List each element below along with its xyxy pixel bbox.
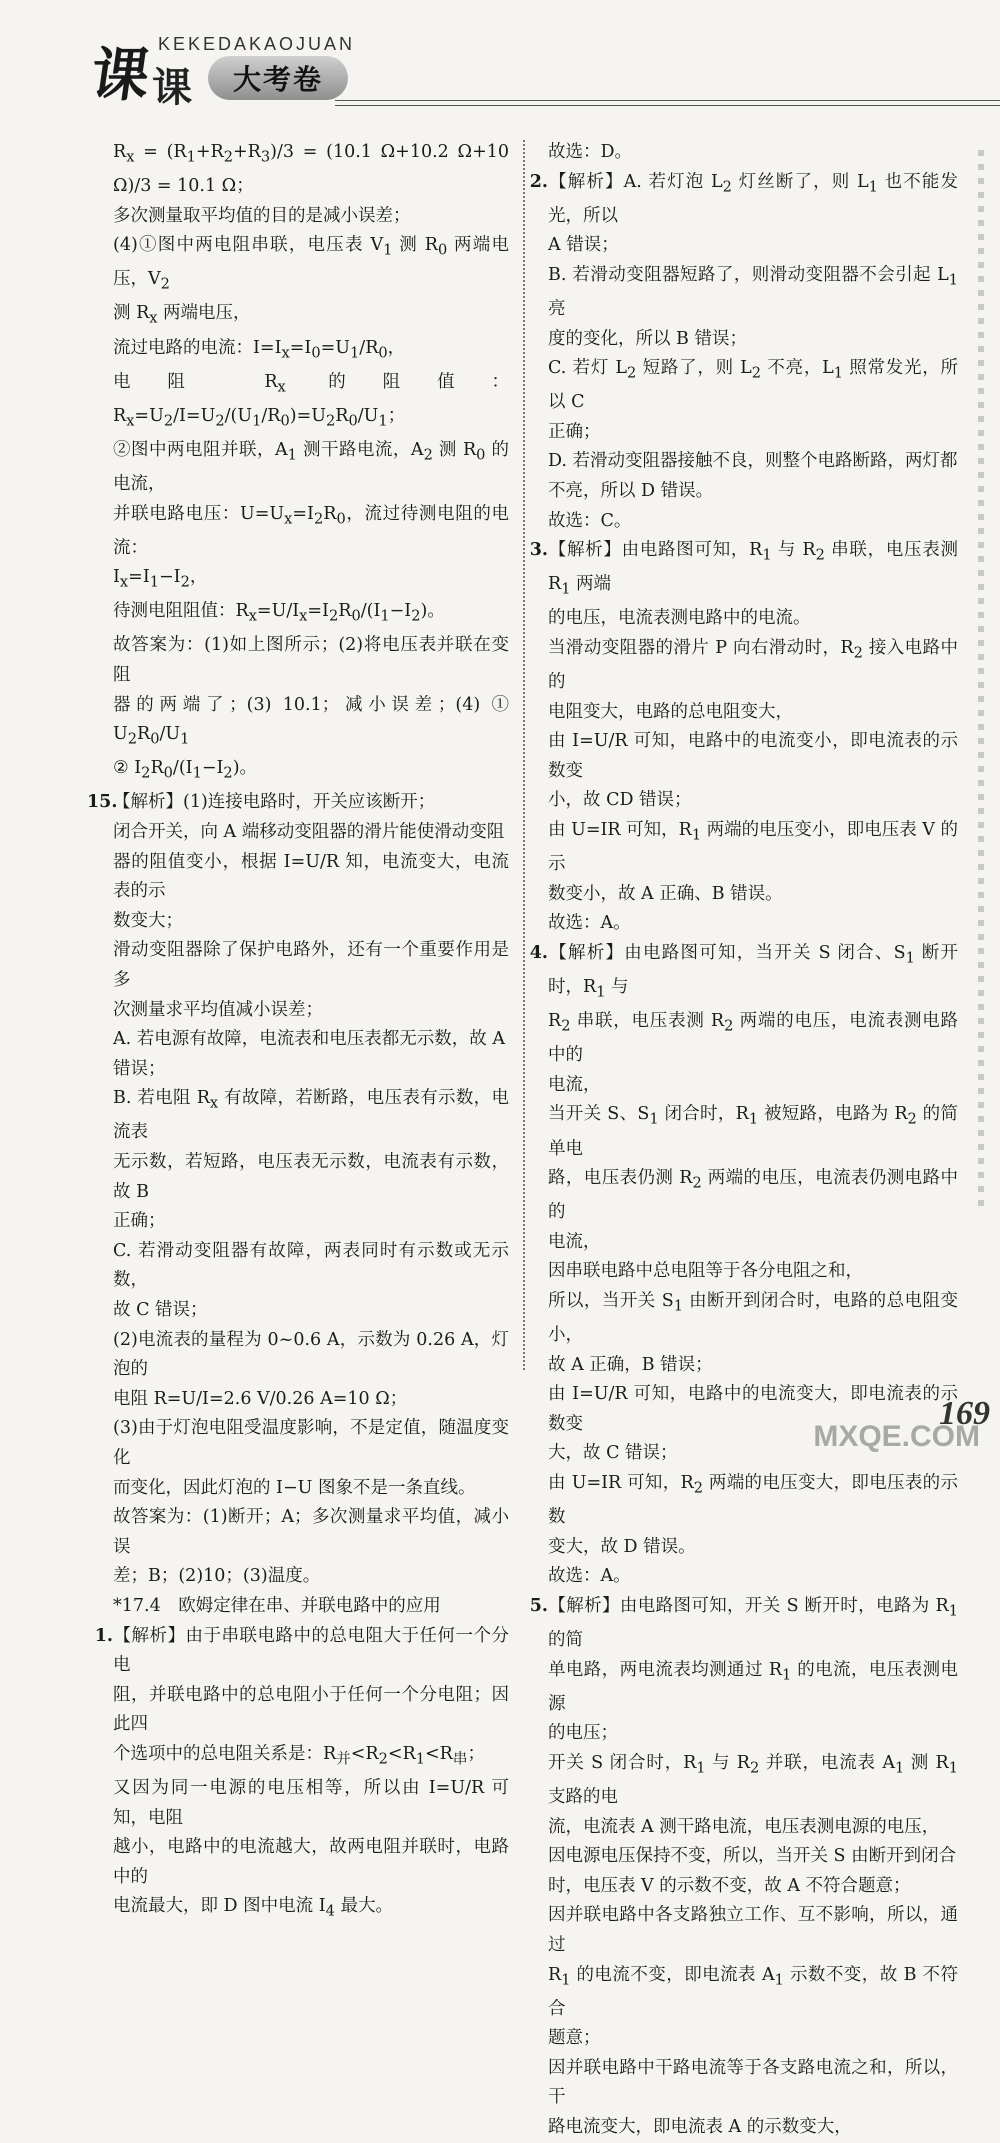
right-line: 大，故 C 错误；: [548, 1443, 678, 1464]
right-line: 数变小，故 A 正确、B 错误。: [548, 883, 783, 904]
left-column: [87, 138, 509, 1926]
right-line: 所以，当开关 $S_1$ 由断开到闭合时，电路的总电阻变小，: [548, 1290, 958, 1346]
left-line: 阻，并联电路中的总电阻小于任何一个分电阻；因此四: [113, 1684, 509, 1735]
right-line: 路，电压表仍测 $R_2$ 两端的电压，电流表仍测电路中的: [548, 1168, 958, 1223]
left-line: *17.4 欧姆定律在串、并联电路中的应用: [113, 1595, 441, 1616]
right-line: 故 A 正确，B 错误；: [548, 1354, 713, 1375]
left-line: 待测电阻阻值：$R_x=U/I_x=I_2R_0/(I_1-I_2)$。: [113, 601, 445, 625]
right-line: 由 I=U/R 可知，电路中的电流变小，即电流表的示数变: [548, 731, 958, 781]
right-line: 因并联电路中各支路独立工作、互不影响，所以，通过: [548, 1905, 958, 1955]
right-line: 由 U=IR 可知，$R_2$ 两端的电压变大，即电压表的示数: [548, 1473, 959, 1528]
right-line: C. 若灯 $L_2$ 短路了，则 $L_2$ 不亮，$L_1$ 照常发光，所以 C: [548, 358, 959, 413]
right-line: 流，电流表 A 测干路电流，电压表测电源的电压，: [548, 1816, 940, 1837]
right-column: [529, 138, 959, 2143]
right-line: 4.【解析】由电路图可知，当开关 S 闭合、$S_1$ 断开时，$R_1$ 与: [529, 942, 958, 1001]
left-line: C. 若滑动变阻器有故障，两表同时有示数或无示数，: [113, 1240, 509, 1291]
left-line: ②图中两电阻并联，$A_1$ 测干路电流，$A_2$ 测 $R_0$ 的电流，: [113, 439, 509, 494]
left-line: 故 C 错误；: [113, 1299, 208, 1320]
right-line: $R_2$ 串联，电压表测 $R_2$ 两端的电压，电流表测电路中的: [548, 1011, 958, 1066]
right-line: 由 I=U/R 可知，电路中的电流变大，即电流表的示数变: [548, 1384, 958, 1434]
left-line: 错误；: [113, 1058, 166, 1079]
left-line: 数变大；: [113, 910, 183, 931]
right-line: D. 若滑动变阻器接触不良，则整个电路断路，两灯都: [548, 451, 958, 472]
left-line: 并联电路电压：$U=U_x=I_2R_0$，流过待测电阻的电流：: [113, 503, 509, 558]
right-line: 3.【解析】由电路图可知，$R_1$ 与 $R_2$ 串联，电压表测 $R_1$ 两端: [529, 540, 958, 598]
right-line: $R_1$ 的电流不变，即电流表 $A_1$ 示数不变，故 B 不符合: [548, 1964, 958, 2019]
right-line: 时，电压表 V 的示数不变，故 A 不符合题意；: [548, 1875, 911, 1896]
right-line: A 错误；: [548, 235, 619, 256]
left-line: 测 $R_x$ 两端电压，: [113, 303, 251, 327]
right-line: 故选：C。: [548, 510, 632, 531]
left-line: $I_x=I_1-I_2$，: [113, 567, 208, 591]
left-line: B. 若电阻 $R_x$ 有故障，若断路，电压表有示数，电流表: [113, 1088, 509, 1143]
left-line: 器的阻值变小，根据 I=U/R 知，电流变大，电流表的示: [113, 851, 509, 902]
right-line: 5.【解析】由电路图可知，开关 S 断开时，电路为 $R_1$ 的简: [529, 1595, 958, 1650]
right-line: 当开关 S、$S_1$ 闭合时，$R_1$ 被短路，电路为 $R_2$ 的简单电: [548, 1104, 958, 1159]
right-line: 故选：D。: [548, 142, 633, 162]
right-line: 电流，: [548, 1231, 601, 1252]
left-line: ② $I_2R_0/(I_1-I_2)$。: [113, 758, 258, 782]
logo-pinyin: KEKEDAKAOJUAN: [158, 34, 356, 54]
left-line: 多次测量取平均值的目的是减小误差；: [113, 205, 411, 226]
page-number: 169: [939, 1395, 990, 1432]
left-line: 故答案为：(1)断开；A；多次测量求平均值，减小误: [113, 1507, 509, 1557]
right-line: 因电源电压保持不变，所以，当开关 S 由断开到闭合: [548, 1846, 957, 1867]
left-line: (3)由于灯泡电阻受温度影响，不是定值，随温度变化: [113, 1418, 509, 1468]
left-line: (4)①图中两电阻串联，电压表 $V_1$ 测 $R_0$ 两端电压，$V_2$: [113, 235, 509, 293]
right-line: 电流，: [548, 1074, 601, 1095]
left-line: 滑动变阻器除了保护电路外，还有一个重要作用是多: [113, 940, 509, 990]
right-line: 度的变化，所以 B 错误；: [548, 328, 747, 349]
right-line: 故选：A。: [548, 1566, 631, 1587]
right-line: 变大，故 D 错误。: [548, 1536, 696, 1557]
left-line: 1.【解析】由于串联电路中的总电阻大于任何一个分电: [94, 1625, 509, 1676]
left-line: 故答案为：(1)如上图所示；(2)将电压表并联在变阻: [113, 635, 509, 685]
right-line: 电阻变大，电路的总电阻变大，: [548, 701, 793, 722]
column-divider: [523, 140, 525, 1370]
page-header: [0, 0, 1000, 110]
left-line: 器的两端了；(3) 10.1；减小误差；(4) ① $U_2R_0/U_1$: [113, 694, 509, 748]
left-line: 15.【解析】(1)连接电路时，开关应该断开；: [87, 792, 436, 813]
left-line: 闭合开关，向 A 端移动变阻器的滑片能使滑动变阻: [113, 821, 505, 842]
right-line: 题意；: [548, 2028, 601, 2049]
right-line: 的电压，电流表测电路中的电流。: [548, 608, 811, 629]
logo-character: 课: [86, 41, 155, 109]
right-line: 不亮，所以 D 错误。: [548, 481, 714, 502]
logo-character-small: 课: [152, 64, 192, 111]
right-line: 开关 S 闭合时，$R_1$ 与 $R_2$ 并联，电流表 $A_1$ 测 $R_1$ 支路的电: [548, 1752, 958, 1807]
left-line: 越小，电路中的电流越大，故两电阻并联时，电路中的: [113, 1837, 509, 1887]
right-line: 单电路，两电流表均测通过 $R_1$ 的电流，电压表测电源: [548, 1659, 959, 1714]
left-line: 又因为同一电源的电压相等，所以由 I=U/R 可知，电阻: [113, 1777, 509, 1828]
watermark: MXQE.COM: [813, 1420, 980, 1453]
left-line: 电阻 R=U/I=2.6 V/0.26 A=10 Ω；: [113, 1388, 408, 1409]
left-line: 无示数，若短路，电压表无示数，电流表有示数，故 B: [113, 1152, 509, 1202]
right-line: 因并联电路中干路电流等于各支路电流之和，所以，干: [548, 2057, 958, 2108]
right-line: 当滑动变阻器的滑片 P 向右滑动时，$R_2$ 接入电路中的: [548, 638, 959, 693]
page-edge-decoration: [978, 150, 984, 1210]
left-line: 流过电路的电流：$I=I_x=I_0=U_1/R_0$，: [113, 337, 406, 362]
left-line: 正确；: [113, 1211, 166, 1232]
right-line: 由 U=IR 可知，$R_1$ 两端的电压变小，即电压表 V 的示: [548, 820, 958, 875]
right-line: 2.【解析】A. 若灯泡 $L_2$ 灯丝断了，则 $L_1$ 也不能发光，所以: [529, 171, 959, 226]
right-line: 的电压；: [548, 1723, 618, 1744]
left-line: 个选项中的总电阻关系是：$R_并<R_2<R_1<R_串$；: [113, 1743, 485, 1768]
left-line: 而变化，因此灯泡的 I−U 图象不是一条直线。: [113, 1477, 476, 1498]
left-line: 次测量求平均值减小误差；: [113, 999, 323, 1020]
right-line: 故选：A。: [548, 913, 631, 934]
right-line: 小，故 CD 错误；: [548, 790, 692, 811]
left-line: 电流最大，即 D 图中电流 $I_4$ 最大。: [113, 1896, 393, 1920]
right-line: 路电流变大，即电流表 A 的示数变大，: [548, 2117, 852, 2137]
left-line: (2)电流表的量程为 0~0.6 A，示数为 0.26 A，灯泡的: [113, 1329, 509, 1380]
left-line: 电阻 $R_x$ 的阻值：$R_x=U_2/I=U_2/(U_1/R_0)=U_2R_0/U_1$；: [113, 371, 509, 430]
right-line: B. 若滑动变阻器短路了，则滑动变阻器不会引起 $L_1$ 亮: [548, 264, 958, 319]
header-rule: [335, 100, 1000, 106]
logo-title: 大考卷: [208, 56, 348, 100]
left-line: A. 若电源有故障，电流表和电压表都无示数，故 A: [113, 1029, 505, 1050]
right-line: 正确；: [548, 421, 601, 442]
left-line: 差；B；(2)10；(3)温度。: [113, 1566, 321, 1587]
left-line: $R_x = (R_1+R_2+R_3)/3 = (10.1$ Ω+10.2 Ω+10 Ω)/3 = 10.1 Ω；: [113, 142, 509, 197]
right-line: 因串联电路中总电阻等于各分电阻之和，: [548, 1261, 863, 1282]
